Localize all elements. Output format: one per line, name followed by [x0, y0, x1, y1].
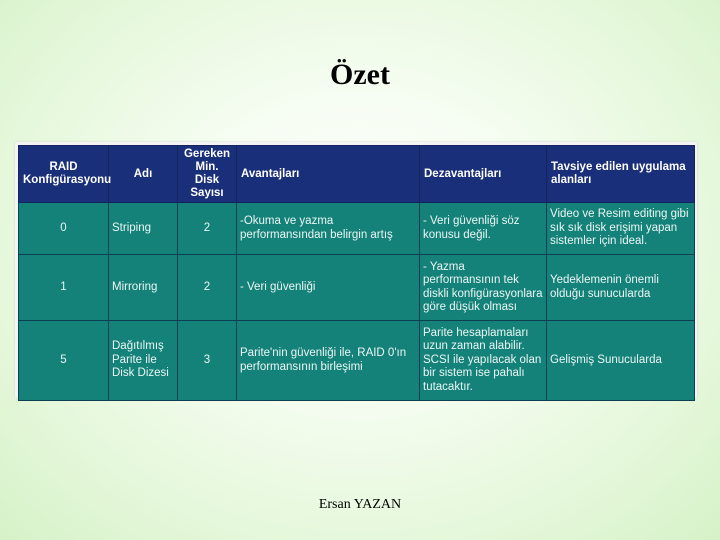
cell-config: 0 — [19, 203, 109, 255]
header-advantages: Avantajları — [237, 146, 420, 203]
table-row — [19, 255, 695, 321]
cell-advantages: - Veri güvenliği — [237, 255, 420, 321]
raid-summary-table-frame — [15, 142, 697, 398]
header-recommended-uses: Tavsiye edilen uygulama alanları — [547, 146, 695, 203]
cell-disadvantages: Parite hesaplamaları uzun zaman alabilir. SCSI ile yapılacak olan bir sistem ise pahalı tutacaktır. — [420, 321, 547, 401]
cell-config: 1 — [19, 255, 109, 321]
header-min-disks: Gereken Min. Disk Sayısı — [178, 146, 237, 203]
cell-name: Mirroring — [109, 255, 178, 321]
cell-disadvantages: - Yazma performansının tek diskli konfigürasyonlara göre düşük olması — [420, 255, 547, 321]
cell-min-disks: 2 — [178, 203, 237, 255]
raid-summary-table — [18, 145, 695, 401]
cell-recommended: Gelişmiş Sunucularda — [547, 321, 695, 401]
table-row — [19, 321, 695, 401]
header-raid-config: RAID Konfigürasyonu — [19, 146, 109, 203]
cell-recommended: Yedeklemenin önemli olduğu sunucularda — [547, 255, 695, 321]
cell-recommended: Video ve Resim editing gibi sık sık disk erişimi yapan sistemler için ideal. — [547, 203, 695, 255]
cell-name: Striping — [109, 203, 178, 255]
cell-min-disks: 2 — [178, 255, 237, 321]
cell-advantages: -Okuma ve yazma performansından belirgin artış — [237, 203, 420, 255]
header-name: Adı — [109, 146, 178, 203]
footer-author: Ersan YAZAN — [318, 497, 402, 512]
table-header-row — [19, 146, 695, 203]
table-row — [19, 203, 695, 255]
header-disadvantages: Dezavantajları — [420, 146, 547, 203]
slide-title: Özet — [330, 58, 390, 91]
cell-disadvantages: - Veri güvenliği söz konusu değil. — [420, 203, 547, 255]
cell-config: 5 — [19, 321, 109, 401]
cell-min-disks: 3 — [178, 321, 237, 401]
cell-advantages: Parite'nin güvenliği ile, RAID 0'ın performansının birleşimi — [237, 321, 420, 401]
cell-name: Dağıtılmış Parite ile Disk Dizesi — [109, 321, 178, 401]
